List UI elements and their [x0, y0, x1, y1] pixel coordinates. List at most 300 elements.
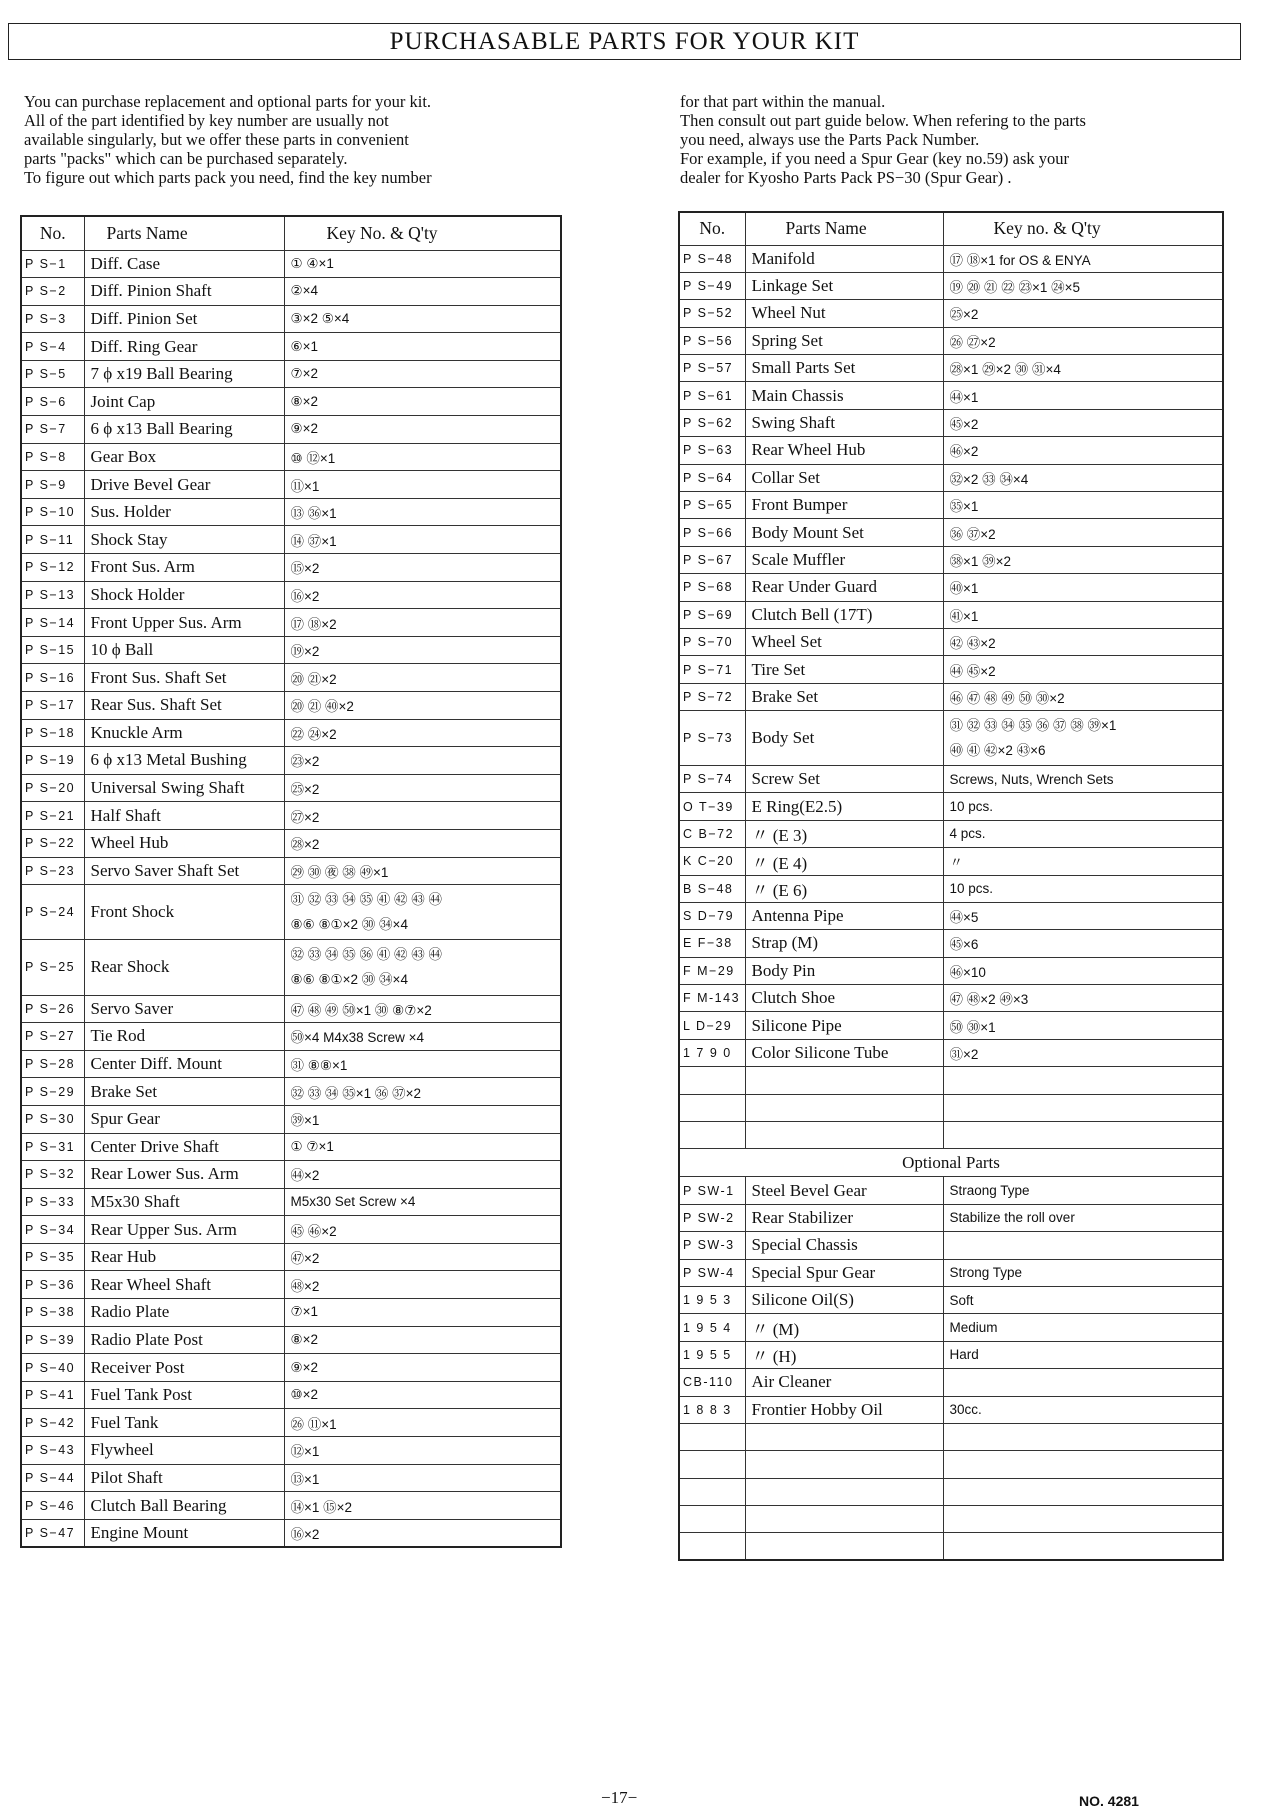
key-qty: ⑬ ㊱×1 — [284, 498, 561, 526]
table-row — [679, 245, 1223, 272]
key-qty: ㉕×2 — [943, 300, 1223, 327]
part-name: Wheel Hub — [84, 829, 284, 857]
part-name: Servo Saver Shaft Set — [84, 857, 284, 885]
table-row — [21, 857, 561, 885]
key-qty: ㉘×1 ㉙×2 ㉚ ㉛×4 — [943, 355, 1223, 382]
table-row — [679, 1259, 1223, 1286]
part-number: P S−74 — [679, 765, 745, 792]
key-qty: ⑬×1 — [284, 1464, 561, 1492]
key-qty: 10 pcs. — [943, 793, 1223, 820]
part-number: P S−7 — [21, 416, 84, 444]
part-name — [745, 1423, 943, 1450]
table-row — [21, 1271, 561, 1299]
part-number: P S−2 — [21, 278, 84, 306]
part-name: Air Cleaner — [745, 1369, 943, 1396]
part-number: E F−38 — [679, 930, 745, 957]
part-number: CB-110 — [679, 1369, 745, 1396]
table-row — [679, 848, 1223, 875]
part-name: Brake Set — [745, 683, 943, 710]
key-qty — [943, 1478, 1223, 1505]
table-row — [21, 1023, 561, 1051]
key-qty: Strong Type — [943, 1259, 1223, 1286]
table-row — [679, 601, 1223, 628]
part-name: Flywheel — [84, 1437, 284, 1465]
table-row — [679, 957, 1223, 984]
key-qty-line: ㊵ ㊶ ㊷×2 ㊸×6 — [949, 743, 1046, 759]
table-row — [679, 1039, 1223, 1066]
part-number: P S−14 — [21, 609, 84, 637]
table-row — [21, 609, 561, 637]
table-row — [679, 1396, 1223, 1423]
part-name: Engine Mount — [84, 1519, 284, 1547]
table-row — [21, 664, 561, 692]
table-row — [679, 1012, 1223, 1039]
table-row — [679, 1533, 1223, 1560]
part-number: 1 7 9 0 — [679, 1039, 745, 1066]
part-number: P SW-1 — [679, 1177, 745, 1204]
table-row — [679, 382, 1223, 409]
key-qty: ㊹×5 — [943, 902, 1223, 929]
part-name: Wheel Nut — [745, 300, 943, 327]
key-qty: ⑰ ⑱×2 — [284, 609, 561, 637]
part-name: Half Shaft — [84, 802, 284, 830]
key-qty — [943, 1369, 1223, 1396]
key-qty: ㊶×1 — [943, 601, 1223, 628]
table-row — [679, 1122, 1223, 1149]
part-number: P S−41 — [21, 1381, 84, 1409]
key-qty: ㊼ ㊽ ㊾ ㊿×1 ㉚ ⑧⑦×2 — [284, 995, 561, 1023]
key-qty: ㊷ ㊸×2 — [943, 628, 1223, 655]
table-row — [21, 305, 561, 333]
part-name — [745, 1506, 943, 1533]
key-qty: ⑳ ㉑ ㊵×2 — [284, 692, 561, 720]
table-row — [679, 1423, 1223, 1450]
intro-line: Then consult out part guide below. When refering to the parts — [680, 111, 1086, 130]
part-name: Spring Set — [745, 327, 943, 354]
key-qty-line: ㉛ ㉜ ㉝ ㉞ ㉟ ㊶ ㊷ ㊸ ㊹ — [290, 891, 443, 907]
table-row — [679, 355, 1223, 382]
part-number: 1 9 5 4 — [679, 1314, 745, 1341]
table-row — [679, 820, 1223, 847]
table-row — [21, 829, 561, 857]
part-name: Front Bumper — [745, 492, 943, 519]
key-qty: ②×4 — [284, 278, 561, 306]
part-number: P S−44 — [21, 1464, 84, 1492]
key-qty: ⑪×1 — [284, 471, 561, 499]
part-number: P S−42 — [21, 1409, 84, 1437]
key-qty: 〃 — [943, 848, 1223, 875]
part-number: F M−29 — [679, 957, 745, 984]
key-qty: ㉛ ⑧⑧×1 — [284, 1050, 561, 1078]
part-number: P S−24 — [21, 885, 84, 940]
part-name: Pilot Shaft — [84, 1464, 284, 1492]
part-name: Strap (M) — [745, 930, 943, 957]
table-row — [679, 300, 1223, 327]
intro-line: For example, if you need a Spur Gear (key no.59) ask your — [680, 149, 1070, 168]
part-name: Front Sus. Arm — [84, 554, 284, 582]
table-row — [21, 885, 561, 940]
table-row — [21, 1354, 561, 1382]
part-name: Wheel Set — [745, 628, 943, 655]
key-qty: ㉖ ㉗×2 — [943, 327, 1223, 354]
part-number: P S−43 — [21, 1437, 84, 1465]
part-number: P SW-4 — [679, 1259, 745, 1286]
part-number — [679, 1122, 745, 1149]
part-name: 〃 (E 3) — [745, 820, 943, 847]
part-number — [679, 1067, 745, 1094]
part-name: Silicone Oil(S) — [745, 1286, 943, 1313]
table-row — [679, 574, 1223, 601]
table-row — [679, 930, 1223, 957]
part-name: Small Parts Set — [745, 355, 943, 382]
table-row — [679, 793, 1223, 820]
key-qty — [943, 1533, 1223, 1560]
part-name: E Ring(E2.5) — [745, 793, 943, 820]
key-qty — [943, 711, 1223, 766]
part-name: Diff. Case — [84, 250, 284, 278]
table-row — [679, 1506, 1223, 1533]
part-number: K C−20 — [679, 848, 745, 875]
page-number: −17− — [601, 1788, 638, 1807]
key-qty: ⑭×1 ⑮×2 — [284, 1492, 561, 1520]
key-qty: ㊼×2 — [284, 1243, 561, 1271]
part-name: Diff. Pinion Set — [84, 305, 284, 333]
part-name: Diff. Ring Gear — [84, 333, 284, 361]
part-number: P S−12 — [21, 554, 84, 582]
table-row — [679, 492, 1223, 519]
table-row — [21, 1050, 561, 1078]
intro-line: All of the part identified by key number are usually not — [24, 111, 389, 130]
part-number: P SW-3 — [679, 1232, 745, 1259]
table-row — [679, 1286, 1223, 1313]
document-number: NO. 4281 — [1079, 1793, 1139, 1809]
part-name — [745, 1478, 943, 1505]
part-number — [679, 1533, 745, 1560]
key-qty-line: ㉛ ㉜ ㉝ ㉞ ㉟ ㊱ ㊲ ㊳ ㊴×1 — [949, 717, 1117, 733]
table-row — [679, 985, 1223, 1012]
intro-line: To figure out which parts pack you need, find the key number — [24, 168, 432, 187]
table-row — [679, 875, 1223, 902]
key-qty: ㉗×2 — [284, 802, 561, 830]
part-name: Rear Shock — [84, 940, 284, 995]
optional-parts-header-row — [679, 1149, 1223, 1177]
part-name: 6 ϕ x13 Ball Bearing — [84, 416, 284, 444]
part-number: P S−28 — [21, 1050, 84, 1078]
table-row — [21, 526, 561, 554]
table-row — [679, 519, 1223, 546]
table-row — [21, 1216, 561, 1244]
key-qty: 10 pcs. — [943, 875, 1223, 902]
key-qty: ㉘×2 — [284, 829, 561, 857]
part-number: P S−18 — [21, 719, 84, 747]
table-row — [679, 546, 1223, 573]
key-qty — [943, 1067, 1223, 1094]
key-qty: ⑮×2 — [284, 554, 561, 582]
key-qty — [943, 1506, 1223, 1533]
part-name: Scale Muffler — [745, 546, 943, 573]
key-qty: ㉙ ㉚ ㊰ ㊳ ㊾×1 — [284, 857, 561, 885]
page-title: PURCHASABLE PARTS FOR YOUR KIT — [389, 27, 860, 55]
part-number: P S−1 — [21, 250, 84, 278]
key-qty: Screws, Nuts, Wrench Sets — [943, 765, 1223, 792]
col-header-name: Parts Name — [745, 212, 943, 245]
table-row — [21, 1381, 561, 1409]
table-header-row — [679, 212, 1223, 245]
table-row — [21, 278, 561, 306]
part-name — [745, 1067, 943, 1094]
table-row — [679, 1341, 1223, 1368]
part-name: Steel Bevel Gear — [745, 1177, 943, 1204]
part-number: P S−21 — [21, 802, 84, 830]
key-qty — [943, 1232, 1223, 1259]
part-name: 〃 (M) — [745, 1314, 943, 1341]
part-name: Manifold — [745, 245, 943, 272]
part-name: Front Sus. Shaft Set — [84, 664, 284, 692]
part-number: P S−36 — [21, 1271, 84, 1299]
table-row — [21, 995, 561, 1023]
part-number: P S−47 — [21, 1519, 84, 1547]
part-number — [679, 1506, 745, 1533]
key-qty: ㊳×1 ㊴×2 — [943, 546, 1223, 573]
parts-table-right — [678, 211, 1224, 1561]
key-qty: ㊵×1 — [943, 574, 1223, 601]
key-qty: ㊽×2 — [284, 1271, 561, 1299]
key-qty: ① ⑦×1 — [284, 1133, 561, 1161]
table-row — [679, 683, 1223, 710]
table-row — [679, 1177, 1223, 1204]
part-name: Diff. Pinion Shaft — [84, 278, 284, 306]
part-name: Tire Set — [745, 656, 943, 683]
part-number: P S−67 — [679, 546, 745, 573]
key-qty: ⑩×2 — [284, 1381, 561, 1409]
part-name: Brake Set — [84, 1078, 284, 1106]
part-number: P S−31 — [21, 1133, 84, 1161]
part-name: Joint Cap — [84, 388, 284, 416]
part-name: Special Chassis — [745, 1232, 943, 1259]
part-name: Rear Under Guard — [745, 574, 943, 601]
table-row — [679, 1369, 1223, 1396]
part-name: Center Diff. Mount — [84, 1050, 284, 1078]
part-name: Rear Hub — [84, 1243, 284, 1271]
part-name: Rear Stabilizer — [745, 1204, 943, 1231]
key-qty: ① ④×1 — [284, 250, 561, 278]
key-qty: ㉕×2 — [284, 774, 561, 802]
table-row — [21, 1078, 561, 1106]
key-qty: 4 pcs. — [943, 820, 1223, 847]
table-row — [21, 1492, 561, 1520]
part-name: Special Spur Gear — [745, 1259, 943, 1286]
part-number: P S−69 — [679, 601, 745, 628]
part-number: F M-143 — [679, 985, 745, 1012]
table-row — [21, 443, 561, 471]
part-number: P S−71 — [679, 656, 745, 683]
table-row — [21, 498, 561, 526]
table-row — [21, 940, 561, 995]
col-header-no: No. — [21, 216, 84, 250]
table-row — [679, 464, 1223, 491]
table-row — [679, 1451, 1223, 1478]
table-row — [679, 1478, 1223, 1505]
part-number: S D−79 — [679, 902, 745, 929]
key-qty: ㉛×2 — [943, 1039, 1223, 1066]
part-number: P SW-2 — [679, 1204, 745, 1231]
key-qty: ㉒ ㉔×2 — [284, 719, 561, 747]
key-qty: ⑧×2 — [284, 1326, 561, 1354]
part-name: Clutch Shoe — [745, 985, 943, 1012]
table-row — [21, 1188, 561, 1216]
part-name: Rear Wheel Shaft — [84, 1271, 284, 1299]
table-row — [679, 902, 1223, 929]
table-row — [21, 1161, 561, 1189]
part-name: Sus. Holder — [84, 498, 284, 526]
part-number: P S−48 — [679, 245, 745, 272]
part-number: 1 9 5 5 — [679, 1341, 745, 1368]
part-number: P S−29 — [21, 1078, 84, 1106]
col-header-name: Parts Name — [84, 216, 284, 250]
part-number: P S−23 — [21, 857, 84, 885]
key-qty: M5x30 Set Screw ×4 — [284, 1188, 561, 1216]
key-qty: ㊹×2 — [284, 1161, 561, 1189]
part-number: 1 9 5 3 — [679, 1286, 745, 1313]
part-name: Rear Wheel Hub — [745, 437, 943, 464]
part-name: Linkage Set — [745, 272, 943, 299]
key-qty: ㊿×4 M4x38 Screw ×4 — [284, 1023, 561, 1051]
part-number — [679, 1423, 745, 1450]
intro-line: available singularly, but we offer these parts in convenient — [24, 130, 409, 149]
part-name: Gear Box — [84, 443, 284, 471]
key-qty: Straong Type — [943, 1177, 1223, 1204]
part-number: P S−17 — [21, 692, 84, 720]
part-name: 6 ϕ x13 Metal Bushing — [84, 747, 284, 775]
key-qty: ㊼ ㊽×2 ㊾×3 — [943, 985, 1223, 1012]
key-qty: ㉟×1 — [943, 492, 1223, 519]
table-row — [21, 333, 561, 361]
key-qty — [284, 940, 561, 995]
table-row — [21, 1243, 561, 1271]
key-qty — [943, 1122, 1223, 1149]
table-row — [21, 1464, 561, 1492]
part-number — [679, 1451, 745, 1478]
table-row — [21, 802, 561, 830]
table-row — [21, 554, 561, 582]
part-name: Rear Sus. Shaft Set — [84, 692, 284, 720]
part-name: Color Silicone Tube — [745, 1039, 943, 1066]
key-qty: ㊹ ㊺×2 — [943, 656, 1223, 683]
key-qty: ③×2 ⑤×4 — [284, 305, 561, 333]
col-header-key: Key No. & Q'ty — [284, 216, 561, 250]
key-qty-line: ⑧⑥ ⑧①×2 ㉚ ㉞×4 — [290, 972, 408, 988]
table-row — [21, 1519, 561, 1547]
part-number: P S−73 — [679, 711, 745, 766]
part-name: Shock Holder — [84, 581, 284, 609]
table-row — [21, 636, 561, 664]
key-qty: ⑥×1 — [284, 333, 561, 361]
part-name: Body Mount Set — [745, 519, 943, 546]
key-qty: ⑯×2 — [284, 581, 561, 609]
key-qty: ⑧×2 — [284, 388, 561, 416]
part-name: Collar Set — [745, 464, 943, 491]
part-name: 7 ϕ x19 Ball Bearing — [84, 360, 284, 388]
table-header-row — [21, 216, 561, 250]
part-name: Body Pin — [745, 957, 943, 984]
part-name: Drive Bevel Gear — [84, 471, 284, 499]
part-number: O T−39 — [679, 793, 745, 820]
part-name: Main Chassis — [745, 382, 943, 409]
part-name: Clutch Bell (17T) — [745, 601, 943, 628]
key-qty: Stabilize the roll over — [943, 1204, 1223, 1231]
part-number: P S−63 — [679, 437, 745, 464]
table-row — [679, 327, 1223, 354]
key-qty: ⑲ ⑳ ㉑ ㉒ ㉓×1 ㉔×5 — [943, 272, 1223, 299]
key-qty: ⑩ ⑫×1 — [284, 443, 561, 471]
part-name: Swing Shaft — [745, 409, 943, 436]
part-name: Shock Stay — [84, 526, 284, 554]
part-number: P S−15 — [21, 636, 84, 664]
key-qty: ⑳ ㉑×2 — [284, 664, 561, 692]
part-number: P S−34 — [21, 1216, 84, 1244]
part-number: P S−33 — [21, 1188, 84, 1216]
table-row — [679, 1232, 1223, 1259]
part-name: Fuel Tank — [84, 1409, 284, 1437]
part-name: Rear Upper Sus. Arm — [84, 1216, 284, 1244]
key-qty: ⑰ ⑱×1 for OS & ENYA — [943, 245, 1223, 272]
part-name: 〃 (E 4) — [745, 848, 943, 875]
part-name: Frontier Hobby Oil — [745, 1396, 943, 1423]
part-name: M5x30 Shaft — [84, 1188, 284, 1216]
part-number: P S−30 — [21, 1105, 84, 1133]
key-qty: ⑲×2 — [284, 636, 561, 664]
key-qty: ㊻ ㊼ ㊽ ㊾ ㊿ ㉚×2 — [943, 683, 1223, 710]
part-number: P S−70 — [679, 628, 745, 655]
part-number: P S−10 — [21, 498, 84, 526]
table-row — [21, 250, 561, 278]
table-row — [679, 628, 1223, 655]
part-number: P S−6 — [21, 388, 84, 416]
part-number: P S−52 — [679, 300, 745, 327]
part-name: Radio Plate Post — [84, 1326, 284, 1354]
key-qty: Hard — [943, 1341, 1223, 1368]
key-qty: Medium — [943, 1314, 1223, 1341]
key-qty: ⑭ ㊲×1 — [284, 526, 561, 554]
intro-right — [680, 92, 1086, 187]
key-qty — [943, 1094, 1223, 1121]
part-number: P S−39 — [21, 1326, 84, 1354]
part-name: Receiver Post — [84, 1354, 284, 1382]
part-number: P S−22 — [21, 829, 84, 857]
part-name: Radio Plate — [84, 1299, 284, 1327]
optional-parts-header: Optional Parts — [679, 1149, 1223, 1177]
table-row — [21, 416, 561, 444]
part-number: P S−57 — [679, 355, 745, 382]
part-name: Center Drive Shaft — [84, 1133, 284, 1161]
part-name: Front Shock — [84, 885, 284, 940]
part-name: Antenna Pipe — [745, 902, 943, 929]
table-row — [21, 360, 561, 388]
part-number: P S−25 — [21, 940, 84, 995]
intro-line: You can purchase replacement and optional parts for your kit. — [24, 92, 432, 111]
part-number: P S−68 — [679, 574, 745, 601]
key-qty: ⑫×1 — [284, 1437, 561, 1465]
parts-table-left — [20, 215, 562, 1548]
key-qty: ㊿ ㉚×1 — [943, 1012, 1223, 1039]
intro-line: dealer for Kyosho Parts Pack PS−30 (Spur Gear) . — [680, 168, 1012, 187]
part-name: Universal Swing Shaft — [84, 774, 284, 802]
part-number — [679, 1094, 745, 1121]
part-number: P S−46 — [21, 1492, 84, 1520]
part-name: 10 ϕ Ball — [84, 636, 284, 664]
part-number: P S−38 — [21, 1299, 84, 1327]
part-name: Tie Rod — [84, 1023, 284, 1051]
